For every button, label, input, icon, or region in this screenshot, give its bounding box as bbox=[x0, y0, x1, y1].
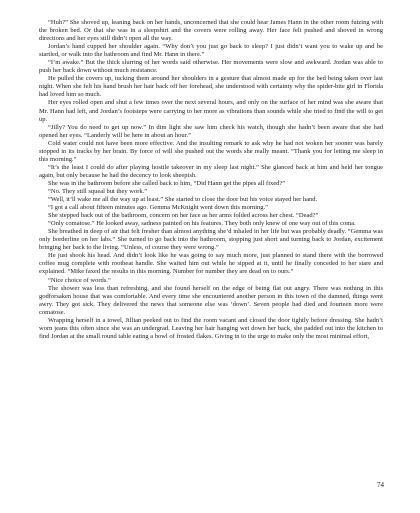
paragraph: “Well, it’ll wake me all the way up at least.” She started to close the door but his voice stayed her hand. bbox=[48, 196, 318, 204]
paragraph: Jordan’s hand cupped her shoulder again. “Why don’t you just go back to sleep? I just didn’t want you to wake up and be startled, or walk into the bathroom and find Mr. Hann in there.” bbox=[39, 43, 383, 59]
paragraph: Her eyes rolled open and shut a few times over the next several hours, and only on the surface of her mind was she aware that Mr. Hann had left, and Jordan’s footsteps were carrying to her more as vibrations than sounds while she tried to find the will to get up. bbox=[39, 99, 383, 123]
paragraph: “No. They still squeal but they work.” bbox=[48, 187, 148, 195]
paragraph: “I got a call about fifteen minutes ago. Gemma McKnight went down this morning.” bbox=[48, 204, 269, 212]
paragraph: The shower was less than refreshing, and she found herself on the edge of being flat out angry. There was nothing in this godforsaken house that was comfortable. And every time she encountered another person in this town of the damned, things went awry. They got sick. They delivered the news that someone else was ‘down’. Seven people had died and fourteen more were comatose. bbox=[39, 284, 383, 316]
paragraph: He pulled the covers up, tucking them around her shoulders in a gesture that almost made up for the bed being taken over last night. When she felt his hand brush her hair back off her forehead, she understood with certainty why the spider-bite girl in Florida had loved him so much. bbox=[39, 75, 383, 99]
page-number: 74 bbox=[377, 481, 384, 489]
paragraph: Cold water could not have been more effective. And the insulting remark to ask why he had not woken her sooner was barely stopped in its tracks by her brain. By force of will she pushed out the words she really meant. “Thank you for letting me sleep in this morning.” bbox=[39, 139, 383, 163]
paragraph: Wrapping herself in a towel, Jillian peeked out to find the room vacant and closed the door tightly before dressing. She hadn’t worn jeans this often since she was an undergrad. Leaving her hair hanging wet down her back, she padded out into the kitchen to find Jordan at the small round table eating a bowl of frosted flakes. Giving in to the urge to make only the most minimal effort, bbox=[39, 316, 383, 340]
paragraph: She was in the bathroom before she called back to him, “Did Hann get the pipes all fixed?” bbox=[48, 179, 286, 187]
paragraph: She breathed in deep of air that felt fresher than almost anything she’d inhaled in her life but was probably deadly. “Gemma was only borderline on her labs.” She turned to go back into the bathroom, stopping just short and turning back to Jordan, excitement bringing her back to the living. “Unless, of course they were wrong.” bbox=[39, 228, 383, 252]
body-text bbox=[39, 19, 383, 341]
paragraph: “Only comatose.” He looked away, sadness painted on his features. They both only knew of one way out of this coma. bbox=[48, 220, 356, 228]
paragraph: She stepped back out of the bathroom, concern on her face as her arms folded across her chest. “Dead?” bbox=[48, 212, 319, 220]
paragraph: “Nice choice of words.” bbox=[48, 276, 111, 284]
paragraph: “It’s the least I could do after playing hostile takeover in my sleep last night.” She glanced back at him and held her tongue again, but only because he had the decency to look sheepish. bbox=[39, 163, 383, 179]
paragraph: “I’m awake.” But the thick slurring of her words said otherwise. Her movements were slow and awkward. Jordan was able to push her back down without much resistance. bbox=[39, 59, 383, 75]
paragraph: He just shook his head. And didn’t look like he was going to say much more, just planned to stand there with the borrowed coffee mug complete with rootbeat handle. She waited him out while he sipped at it, until he finally conceded to her stare and explained. “Mike faxed the results in this morning. Number for number they are dead on to ours.” bbox=[39, 252, 383, 276]
paragraph: “Jilly? You do need to get up now.” In dim light she saw him check his watch, though she hadn’t been aware that she had opened her eyes. “Landerly will be here in about an hour.” bbox=[39, 123, 383, 139]
paragraph: “Huh?” She shoved up, leaning back on her hands, unconcerned that she could hear James Hann in the other room futzing with the broken bed. Or that she was in a sleepshirt and the covers were rolling away. Her face felt pushed and shoved in wrong directions and her eyes still didn’t open all the way. bbox=[39, 19, 383, 43]
